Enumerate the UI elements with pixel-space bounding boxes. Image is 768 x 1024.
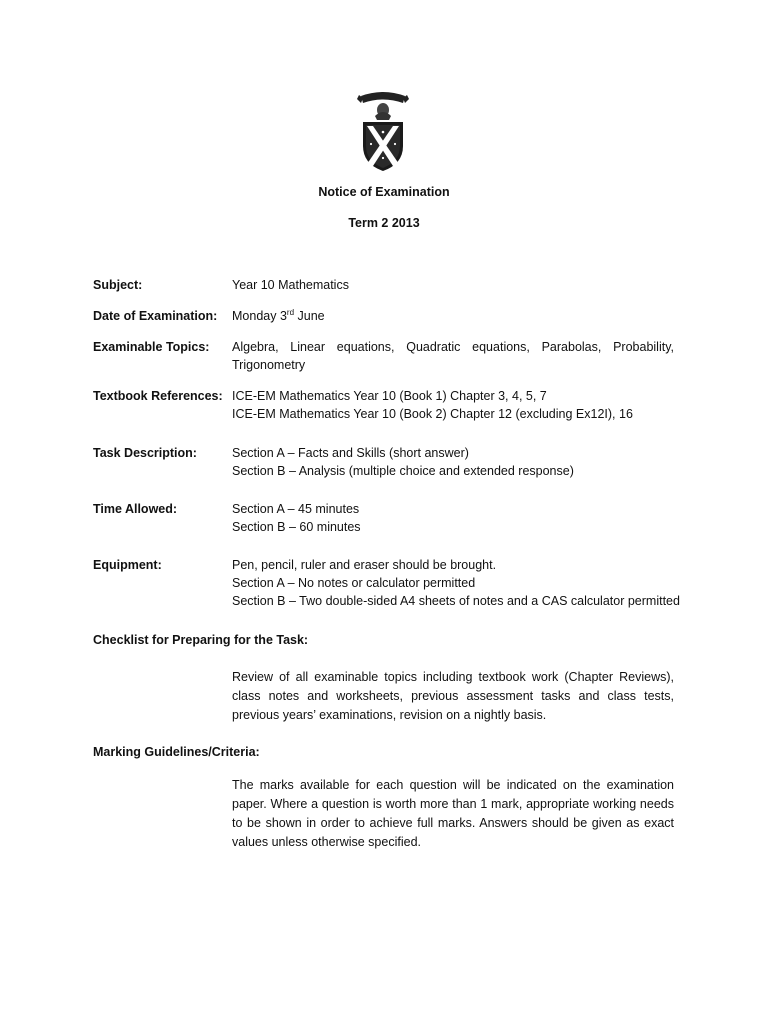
subject-label: Subject: xyxy=(93,278,143,292)
textbook-value xyxy=(232,387,702,423)
school-crest-logo xyxy=(357,86,409,172)
marking-text: The marks available for each question will be indicated on the examination paper. Where a question is worth more than 1 mark, appropriate working needs to be shown in order to achieve full marks. Answers should be given as exact values unless otherwise specified. xyxy=(232,778,674,849)
subject-text: Year 10 Mathematics xyxy=(232,278,349,292)
document-title: Notice of Examination xyxy=(318,185,450,199)
date-rest: June xyxy=(294,309,325,323)
date-value xyxy=(232,307,674,325)
topics-value xyxy=(232,338,674,374)
task-label: Task Description: xyxy=(93,446,197,460)
date-label: Date of Examination: xyxy=(93,309,218,323)
equipment-line-2: Section A – No notes or calculator permitted xyxy=(232,576,476,590)
topics-label: Examinable Topics: xyxy=(93,340,210,354)
task-line-1: Section A – Facts and Skills (short answer) xyxy=(232,446,469,460)
equipment-line-1: Pen, pencil, ruler and eraser should be brought. xyxy=(232,558,497,572)
task-value xyxy=(232,444,702,480)
date-main: Monday 3 xyxy=(232,309,287,323)
topics-line-1: Algebra, Linear equations, Quadratic equations, Parabolas, Probability, xyxy=(232,340,674,354)
date-suffix: rd xyxy=(286,307,295,317)
equipment-value xyxy=(232,556,702,610)
textbook-line-2: ICE-EM Mathematics Year 10 (Book 2) Chapter 12 (excluding Ex12I), 16 xyxy=(232,407,633,421)
textbook-label: Textbook References: xyxy=(93,389,223,403)
checklist-heading: Checklist for Preparing for the Task: xyxy=(93,633,309,647)
equipment-line-3: Section B – Two double-sided A4 sheets of notes and a CAS calculator permitted xyxy=(232,594,680,608)
document-term: Term 2 2013 xyxy=(348,216,420,230)
time-line-2: Section B – 60 minutes xyxy=(232,520,361,534)
textbook-line-1: ICE-EM Mathematics Year 10 (Book 1) Chapter 3, 4, 5, 7 xyxy=(232,389,547,403)
marking-heading: Marking Guidelines/Criteria: xyxy=(93,745,260,759)
time-value xyxy=(232,500,674,536)
checklist-text: Review of all examinable topics including textbook work (Chapter Reviews), class notes and worksheets, previous assessment tasks and class tests, previous years’ examinations, revision on a nightly basis. xyxy=(232,670,674,722)
equipment-label: Equipment: xyxy=(93,558,162,572)
topics-line-2: Trigonometry xyxy=(232,358,306,372)
time-line-1: Section A – 45 minutes xyxy=(232,502,360,516)
time-label: Time Allowed: xyxy=(93,502,178,516)
task-line-2: Section B – Analysis (multiple choice and extended response) xyxy=(232,464,574,478)
subject-value xyxy=(232,276,674,294)
